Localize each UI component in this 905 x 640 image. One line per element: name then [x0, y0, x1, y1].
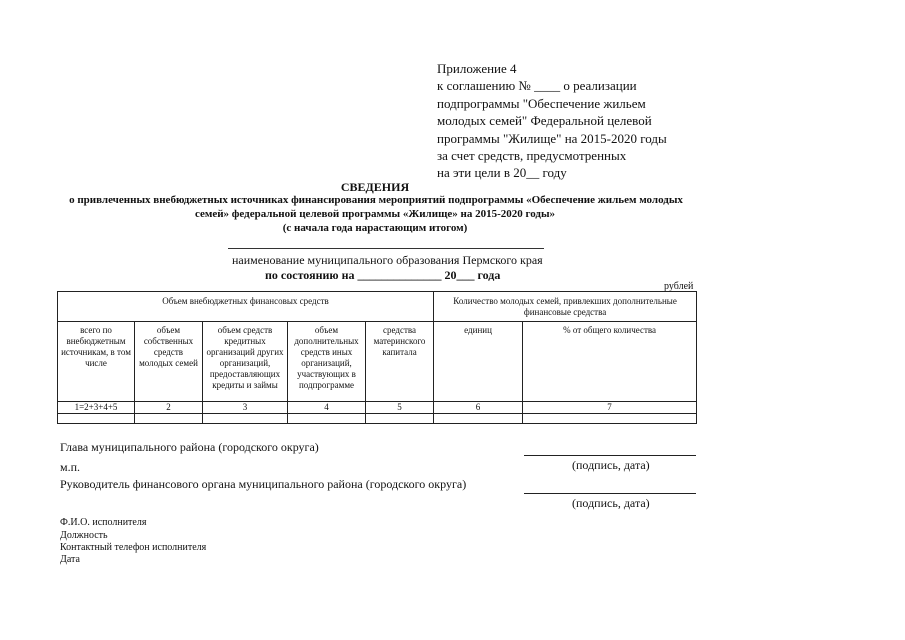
signature-line	[524, 455, 696, 456]
report-table	[57, 291, 697, 424]
column-header: объем средств кредитных организаций других организаций, предоставляющих кредиты и займы	[203, 322, 288, 402]
header-group-families: Количество молодых семей, привлекших дополнительные финансовые средства	[434, 292, 697, 322]
table-number-row	[58, 402, 697, 414]
table-cell	[58, 414, 135, 424]
column-header: средства материнского капитала	[366, 322, 434, 402]
document-title: СВЕДЕНИЯ	[340, 180, 410, 194]
document-subtitle-cont: семей» федеральной целевой программы «Жилище» на 2015-2020 годы»	[194, 208, 556, 220]
executor-phone: Контактный телефон исполнителя	[60, 542, 207, 553]
appendix-line: к соглашению № ____ о реализации	[437, 78, 637, 94]
document-subtitle: о привлеченных внебюджетных источниках финансирования мероприятий подпрограммы «Обеспечение жильем молодых	[69, 194, 683, 206]
column-header: объем дополнительных средств иных организаций, участвующих в подпрограмме	[288, 322, 366, 402]
appendix-line: молодых семей" Федеральной целевой	[437, 113, 652, 129]
executor-position: Должность	[60, 530, 108, 541]
signature-caption: (подпись, дата)	[572, 458, 650, 472]
finance-head-signature-label: Руководитель финансового органа муниципального района (городского округа)	[60, 477, 467, 491]
appendix-block	[437, 60, 737, 182]
units-label: рублей	[664, 281, 694, 292]
table-header-row	[58, 292, 697, 322]
appendix-line: Приложение 4	[437, 61, 517, 76]
column-header: объем собственных средств молодых семей	[135, 322, 203, 402]
signature-line	[524, 493, 696, 494]
appendix-line: программы "Жилище" на 2015-2020 годы	[437, 130, 667, 146]
document-period: (с начала года нарастающим итогом)	[282, 222, 468, 234]
table-cell	[434, 414, 523, 424]
executor-name: Ф.И.О. исполнителя	[60, 517, 147, 528]
report-date: по состоянию на ______________ 20___ года	[265, 268, 501, 282]
column-number: 6	[434, 402, 523, 414]
signature-caption: (подпись, дата)	[572, 496, 650, 510]
column-header: единиц	[434, 322, 523, 402]
table-row	[58, 414, 697, 424]
table-column-row	[58, 322, 697, 402]
column-header: всего по внебюджетным источникам, в том числе	[58, 322, 135, 402]
table-cell	[203, 414, 288, 424]
table-cell	[135, 414, 203, 424]
column-number: 5	[366, 402, 434, 414]
column-number: 3	[203, 402, 288, 414]
appendix-line: подпрограммы "Обеспечение жильем	[437, 95, 646, 111]
column-number: 2	[135, 402, 203, 414]
municipality-label: наименование муниципального образования Пермского края	[232, 253, 543, 267]
stamp-label: м.п.	[60, 460, 81, 474]
column-number: 4	[288, 402, 366, 414]
header-group-funds: Объем внебюджетных финансовых средств	[58, 292, 434, 322]
column-number: 1=2+3+4+5	[58, 402, 135, 414]
appendix-line: за счет средств, предусмотренных	[437, 148, 627, 164]
table-cell	[523, 414, 697, 424]
table-cell	[366, 414, 434, 424]
table-cell	[288, 414, 366, 424]
executor-date: Дата	[60, 554, 80, 565]
column-header: % от общего количества	[523, 322, 697, 402]
appendix-line: на эти цели в 20__ году	[437, 165, 567, 181]
head-signature-label: Глава муниципального района (городского округа)	[60, 440, 319, 454]
municipality-fill-line	[228, 248, 544, 249]
column-number: 7	[523, 402, 697, 414]
